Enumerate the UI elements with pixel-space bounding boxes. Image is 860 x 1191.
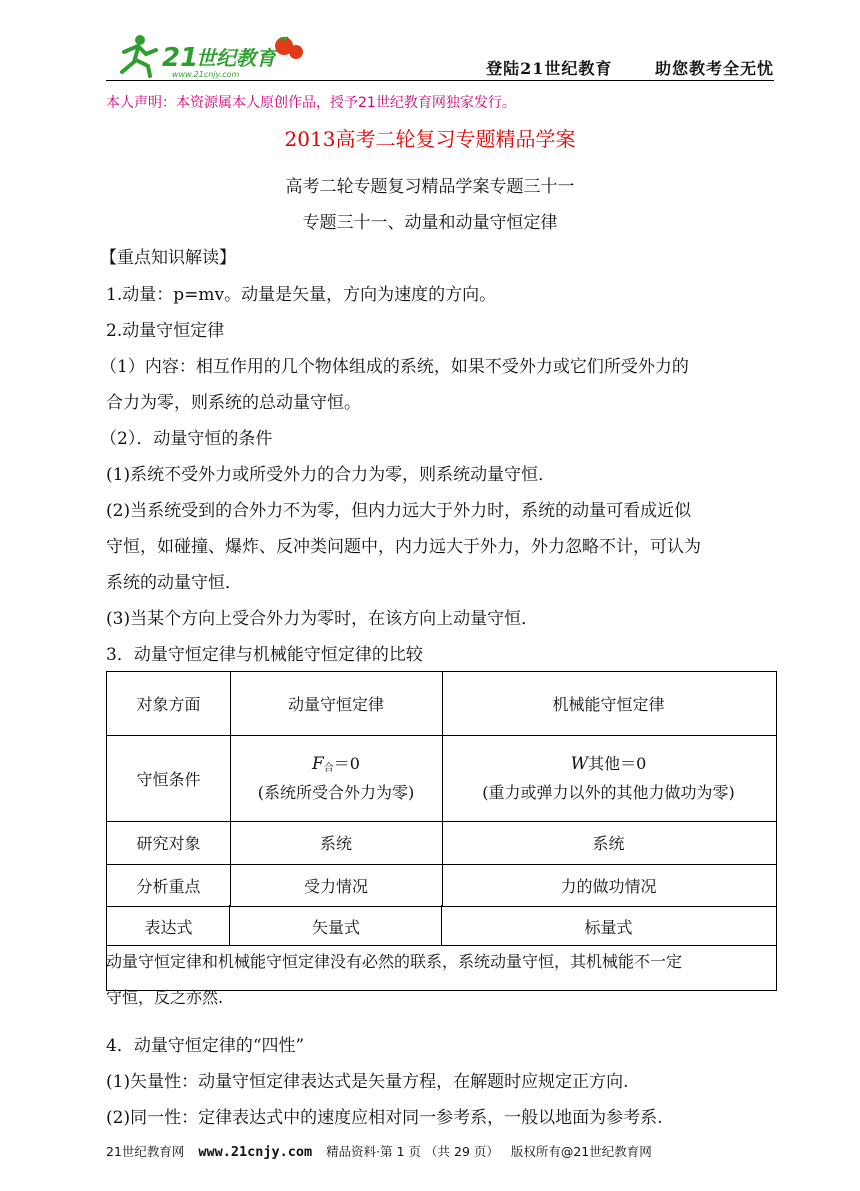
page-header	[106, 30, 774, 80]
svg-text:21: 21	[162, 43, 199, 73]
momentum-condition-note: (系统所受合外力为零)	[257, 782, 415, 802]
paragraph: 系统的动量守恒．	[106, 573, 242, 593]
slogan-left: 登陆21世纪教育	[486, 59, 613, 78]
header-slogan	[450, 56, 774, 79]
page-footer	[106, 1142, 774, 1160]
table-cell: 标量式	[584, 917, 633, 937]
paragraph: (2)同一性：定律表达式中的速度应相对同一参考系，一般以地面为参考系.	[106, 1108, 663, 1128]
logo-url-text: www.21cnjy.com	[172, 70, 240, 79]
paragraph: 合力为零，则系统的总动量守恒。	[106, 393, 361, 413]
table-header-cell: 对象方面	[136, 695, 201, 714]
footer-copyright: 版权所有@21世纪教育网	[510, 1144, 652, 1159]
energy-condition-note: (重力或弹力以外的其他力做功为零)	[482, 782, 735, 802]
paragraph: 1.动量：p=mv。动量是矢量，方向为速度的方向。	[106, 285, 497, 305]
table-cell: 研究对象	[136, 834, 201, 853]
paragraph: （1）内容：相互作用的几个物体组成的系统，如果不受外力或它们所受外力的	[100, 357, 689, 377]
table-cell: 力的做功情况	[560, 876, 657, 896]
paragraph: (1)系统不受外力或所受外力的合力为零，则系统动量守恒．	[106, 465, 556, 485]
svg-text:世纪教育: 世纪教育	[196, 46, 276, 70]
footer-site: 21世纪教育网	[106, 1144, 185, 1159]
paragraph: 4．动量守恒定律的“四性”	[106, 1036, 305, 1056]
table-cell: 表达式	[144, 917, 193, 937]
table-note-line: 守恒，反之亦然.	[106, 988, 224, 1007]
copyright-notice: 本人声明：本资源属本人原创作品，授予21世纪教育网独家发行。	[106, 95, 516, 111]
paragraph: (1)矢量性：动量守恒定律表达式是矢量方程，在解题时应规定正方向.	[106, 1072, 629, 1092]
header-divider	[106, 80, 774, 81]
table-cell: 分析重点	[136, 876, 201, 896]
paragraph: （2）．动量守恒的条件	[100, 429, 273, 449]
section-heading: 专题三十一、动量和动量守恒定律	[302, 213, 558, 233]
paragraph: 【重点知识解读】	[100, 248, 236, 268]
table-cell: 守恒条件	[136, 769, 201, 789]
table-note-line: 动量守恒定律和机械能守恒定律没有必然的联系，系统动量守恒，其机械能不一定	[106, 952, 683, 971]
paragraph: 3．动量守恒定律与机械能守恒定律的比较	[106, 645, 423, 665]
table-cell: 系统	[319, 834, 352, 853]
momentum-condition-formula: F合＝0	[312, 753, 360, 774]
table-cell: 系统	[592, 834, 625, 853]
paragraph: 守恒，如碰撞、爆炸、反冲类问题中，内力远大于外力，外力忽略不计，可认为	[106, 537, 701, 557]
table-header-cell: 动量守恒定律	[287, 695, 384, 714]
paragraph: 2.动量守恒定律	[106, 321, 225, 341]
table-note-row	[106, 945, 777, 1007]
document-subtitle: 高考二轮专题复习精品学案专题三十一	[285, 177, 575, 197]
energy-condition-formula: W其他＝0	[570, 753, 647, 774]
footer-url: www.21cnjy.com	[198, 1144, 313, 1160]
paragraph: (2)当系统受到的合外力不为零，但内力远大于外力时，系统的动量可看成近似	[106, 501, 692, 521]
footer-page-info: 精品资料·第 1 页 （共 29 页）	[326, 1144, 499, 1159]
table-cell: 受力情况	[303, 876, 368, 896]
table-cell: 矢量式	[311, 917, 360, 937]
site-logo	[106, 30, 306, 80]
table-header-cell: 机械能守恒定律	[552, 695, 665, 714]
paragraph: (3)当某个方向上受合外力为零时，在该方向上动量守恒．	[106, 609, 539, 629]
document-title: 2013高考二轮复习专题精品学案	[284, 127, 576, 151]
table-cell	[230, 735, 442, 821]
table-cell	[442, 735, 775, 821]
slogan-right: 助您教考全无忧	[654, 59, 774, 78]
